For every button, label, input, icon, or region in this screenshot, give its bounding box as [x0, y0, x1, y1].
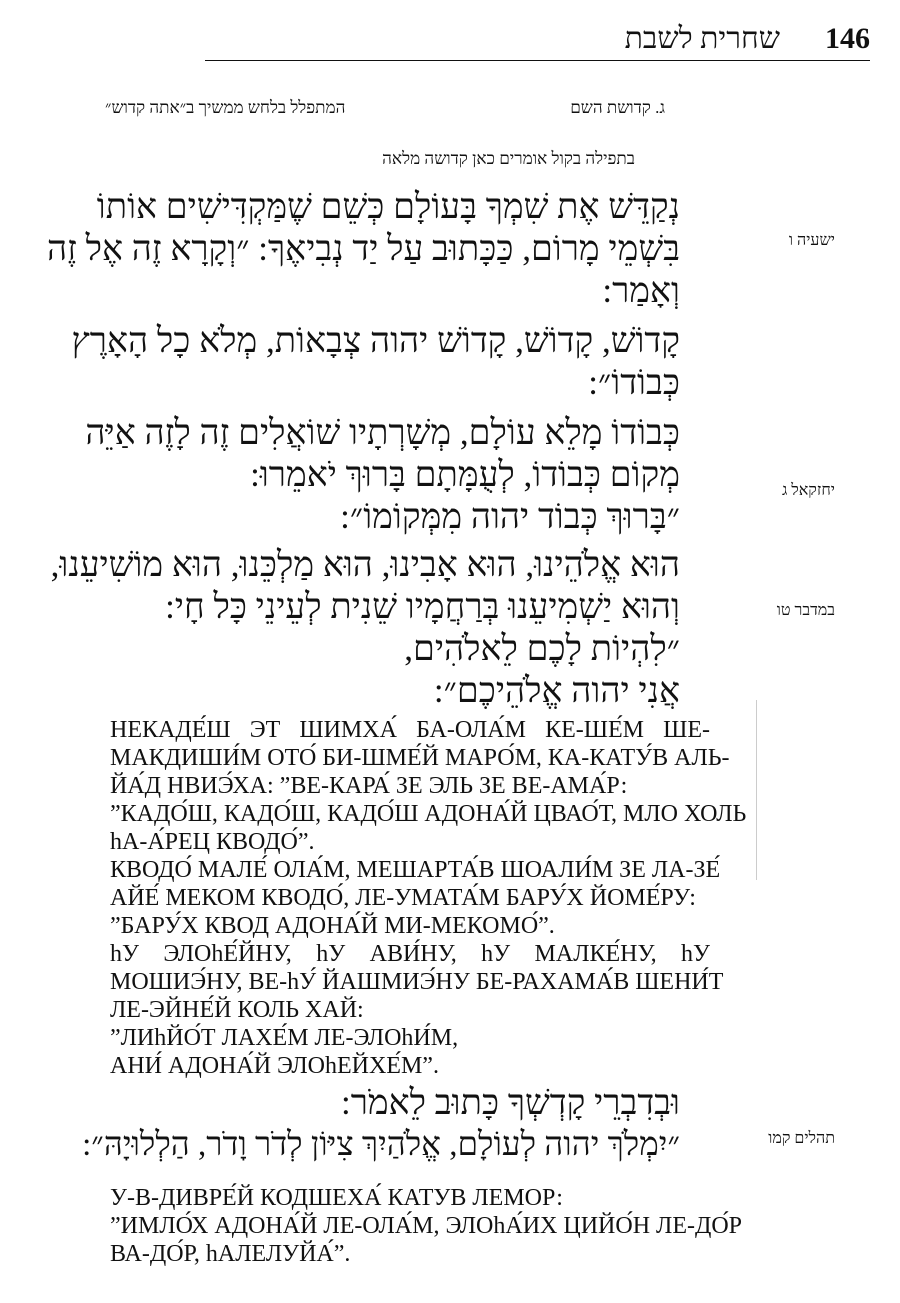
- russian-psalm-text: [110, 1184, 743, 1268]
- margin-ref-psalms: תהלים קמו: [768, 1130, 835, 1147]
- russian-line: МАКДИШИ́М ОТО́ БИ-ШМЕ́Й МАРО́М, КА-КАТУ́В АЛЬ-: [110, 745, 730, 771]
- instruction-note: המתפלל בלחש ממשיך ב״אתה קדוש״: [105, 98, 346, 117]
- russian-kedusha-text: [110, 716, 747, 1080]
- russian-line: ЙА́Д НВИЭ́ХА: ”ВЕ-КАРА́ ЗЕ ЭЛЬ ЗЕ ВЕ-АМА́Р:: [110, 773, 628, 799]
- russian-line: АЙЕ́ МЕКОМ КВОДО́, ЛЕ-УМАТА́М БАРУ́Х ЙОМЕ́РУ:: [110, 885, 696, 911]
- russian-line: КВОДО́ МАЛЕ́ ОЛА́М, МЕШАРТА́В ШОАЛИ́М ЗЕ ЛА-ЗЕ́: [110, 857, 721, 883]
- margin-ref-numbers: במדבר טו: [776, 602, 835, 619]
- hebrew-line: ״יִמְלֹךְ יהוה לְעוֹלָם, אֱלֹהַיִךְ צִיּוֹן לְדֹר וָדֹר, הַלְלוּיָהּ״:: [82, 1127, 680, 1163]
- russian-line: ВА-ДО́Р, hАЛЕЛУЙА́”.: [110, 1241, 351, 1267]
- russian-line: ”БАРУ́Х КВОД АДОНА́Й МИ-МЕКОМО́”.: [110, 913, 555, 939]
- hebrew-line: מְקוֹם כְּבוֹדוֹ, לְעֻמָּתָם בָּרוּךְ יֹאמֵרוּ:: [250, 455, 680, 494]
- russian-line: НЕКАДЕ́Ш ЭТ ШИМХА́ БА-ОЛА́М КЕ-ШЕ́М ШЕ-: [110, 717, 710, 743]
- russian-line: ЛЕ-ЭЙНЕ́Й КОЛЬ ХАЙ:: [110, 997, 364, 1023]
- hebrew-line: הוּא אֱלֹהֵינוּ, הוּא אָבִינוּ, הוּא מַלְכֵּנוּ, הוּא מוֹשִׁיעֵנוּ,: [50, 545, 680, 584]
- hebrew-line: וְאָמַר:: [602, 271, 680, 310]
- hebrew-line: ״בָּרוּךְ כְּבוֹד יהוה מִמְּקוֹמוֹ״:: [340, 497, 680, 536]
- margin-ref-isaiah: ישעיה ו: [788, 232, 835, 249]
- russian-line: ”ИМЛО́Х АДОНА́Й ЛЕ-ОЛА́М, ЭЛОhА́ИХ ЦИЙО́Н ЛЕ-ДО́Р: [110, 1213, 743, 1239]
- running-title: שחרית לשבת: [624, 22, 780, 55]
- russian-line: ”ЛИhЙО́Т ЛАХЕ́М ЛЕ-ЭЛОhИ́М,: [110, 1025, 459, 1051]
- hebrew-kedusha-text: [46, 186, 680, 712]
- hebrew-psalm-text: [82, 1082, 680, 1166]
- page-number: 146: [825, 22, 870, 55]
- russian-line: АНИ́ АДОНА́Й ЭЛОhЕЙХЕ́М”.: [110, 1053, 439, 1079]
- hebrew-line: וּבְדִבְרֵי קָדְשְׁךָ כָּתוּב לֵאמֹר:: [341, 1083, 680, 1122]
- russian-line: hА-А́РЕЦ КВОДО́”.: [110, 829, 315, 855]
- hebrew-line: קָדוֹשׁ, קָדוֹשׁ, קָדוֹשׁ יהוה צְבָאוֹת, מְלֹא כָל הָאָרֶץ: [71, 321, 680, 360]
- russian-line: У-В-ДИВРЕ́Й КОДШЕХА́ КАТУВ ЛЕМОР:: [110, 1185, 563, 1211]
- hebrew-line: אֲנִי יהוה אֱלֹהֵיכֶם״:: [433, 671, 680, 710]
- russian-line: ”КАДО́Ш, КАДО́Ш, КАДО́Ш АДОНА́Й ЦВАО́Т, МЛО ХОЛЬ: [110, 801, 747, 827]
- margin-ref-ezekiel: יחזקאל ג: [781, 482, 835, 499]
- hebrew-line: נְקַדֵּשׁ אֶת שִׁמְךָ בָּעוֹלָם כְּשֵׁם שֶׁמַּקְדִּישִׁים אוֹתוֹ: [96, 187, 680, 226]
- hebrew-line: וְהוּא יַשְׁמִיעֵנוּ בְּרַחֲמָיו שֵׁנִית לְעֵינֵי כָּל חָי:: [165, 587, 680, 626]
- hebrew-line: ״לִהְיוֹת לָכֶם לֵאלֹהִים,: [404, 629, 680, 668]
- kedusha-note: בתפילה בקול אומרים כאן קדושה מלאה: [382, 149, 635, 168]
- section-label: ג. קדושת השם: [570, 98, 665, 117]
- hebrew-line: כְּבוֹדוֹ מָלֵא עוֹלָם, מְשָׁרְתָיו שׁוֹאֲלִים זֶה לָזֶה אַיֵּה: [85, 413, 680, 452]
- russian-line: МОШИЭ́НУ, ВЕ-hУ́ ЙАШМИЭ́НУ БЕ-РАХАМА́В ШЕНИ́Т: [110, 969, 724, 995]
- margin-rule: [756, 700, 757, 880]
- header-rule: [205, 60, 870, 61]
- russian-line: hУ ЭЛОhЕ́ЙНУ, hУ АВИ́НУ, hУ МАЛКЕ́НУ, hУ: [110, 941, 710, 967]
- hebrew-line: בִּשְׁמֵי מָרוֹם, כַּכָּתוּב עַל יַד נְבִיאֶךָ: ״וְקָרָא זֶה אֶל זֶה: [46, 229, 680, 268]
- page-header: [0, 0, 900, 70]
- hebrew-line: כְּבוֹדוֹ״:: [588, 363, 680, 402]
